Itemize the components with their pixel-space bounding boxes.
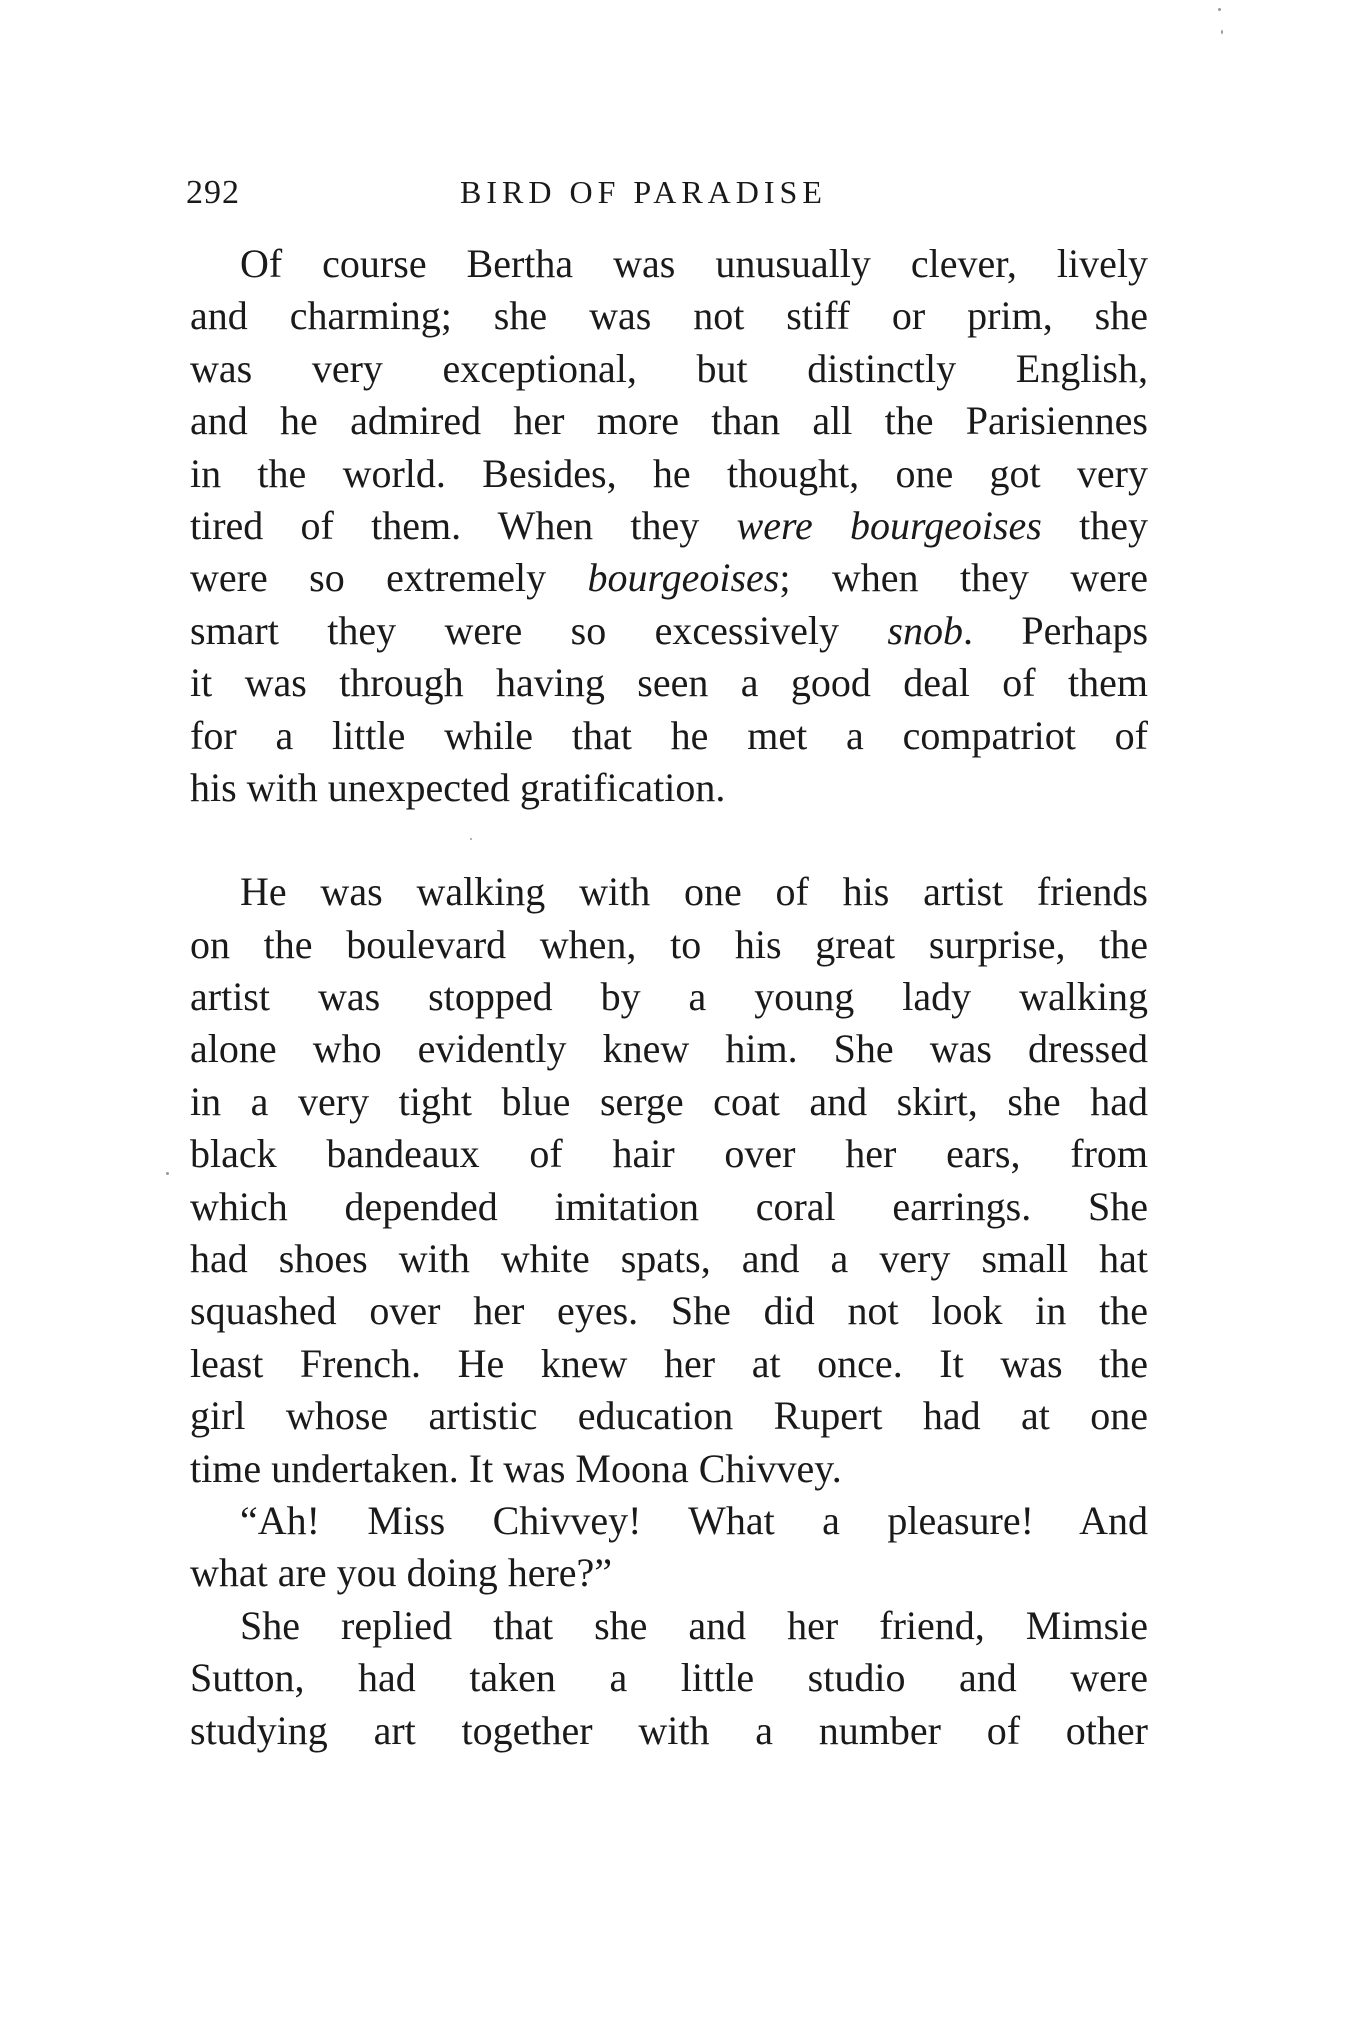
italic-phrase: bourgeoises bbox=[587, 555, 780, 601]
text-segment: smart they were so excessively bbox=[190, 607, 888, 653]
text-line: black bandeaux of hair over her ears, from bbox=[190, 1131, 1148, 1177]
text-line: girl whose artistic education Rupert had at one bbox=[190, 1393, 1148, 1439]
text-segment: were so extremely bbox=[190, 555, 588, 601]
text-segment: tired of them. When they bbox=[190, 502, 737, 548]
paper-speck bbox=[166, 1172, 169, 1175]
text-line: had shoes with white spats, and a very small hat bbox=[190, 1236, 1148, 1282]
text-line: was very exceptional, but distinctly English, bbox=[190, 345, 1148, 391]
paragraph-1 bbox=[190, 238, 1148, 814]
paragraph-4 bbox=[190, 1600, 1148, 1757]
body-text bbox=[190, 238, 1148, 1757]
text-line: time undertaken. It was Moona Chivvey. bbox=[190, 1445, 842, 1491]
paper-speck bbox=[470, 838, 472, 840]
page-number: 292 bbox=[186, 174, 240, 211]
text-line: and he admired her more than all the Parisiennes bbox=[190, 398, 1148, 444]
paper-speck bbox=[1218, 8, 1221, 11]
text-line: for a little while that he met a compatriot of bbox=[190, 712, 1148, 758]
italic-phrase: were bourgeoises bbox=[736, 502, 1042, 548]
text-line: least French. He knew her at once. It was the bbox=[190, 1340, 1148, 1386]
text-line: and charming; she was not stiff or prim, she bbox=[190, 293, 1148, 339]
text-line bbox=[190, 605, 1148, 657]
text-line: in the world. Besides, he thought, one got very bbox=[190, 450, 1148, 496]
text-line: alone who evidently knew him. She was dressed bbox=[190, 1026, 1148, 1072]
text-line: He was walking with one of his artist friends bbox=[240, 869, 1148, 915]
text-line: it was through having seen a good deal of them bbox=[190, 660, 1148, 706]
text-line bbox=[190, 552, 1148, 604]
text-line: his with unexpected gratification. bbox=[190, 764, 726, 810]
text-segment: they bbox=[1041, 502, 1148, 548]
text-line: on the boulevard when, to his great surprise, the bbox=[190, 921, 1148, 967]
text-line: “Ah! Miss Chivvey! What a pleasure! And bbox=[240, 1497, 1148, 1543]
text-line: studying art together with a number of other bbox=[190, 1707, 1148, 1753]
italic-phrase: snob bbox=[887, 607, 963, 653]
text-segment: . Perhaps bbox=[962, 607, 1149, 653]
text-segment: ; when they were bbox=[779, 555, 1148, 601]
paragraph-gap bbox=[190, 814, 1148, 866]
text-line: squashed over her eyes. She did not look in the bbox=[190, 1288, 1148, 1334]
paragraph-2 bbox=[190, 866, 1148, 1495]
text-line: Of course Bertha was unusually clever, lively bbox=[240, 241, 1148, 286]
text-line: which depended imitation coral earrings. She bbox=[190, 1183, 1148, 1229]
text-line: Sutton, had taken a little studio and were bbox=[190, 1655, 1148, 1701]
paragraph-3 bbox=[190, 1495, 1148, 1600]
page-header bbox=[186, 174, 1146, 224]
paper-speck bbox=[1221, 30, 1223, 34]
running-title: BIRD OF PARADISE bbox=[460, 174, 827, 210]
text-line: She replied that she and her friend, Mimsie bbox=[240, 1602, 1148, 1648]
text-line: what are you doing here?” bbox=[190, 1550, 613, 1596]
text-line: artist was stopped by a young lady walking bbox=[190, 974, 1148, 1020]
text-line bbox=[190, 500, 1148, 552]
text-line: in a very tight blue serge coat and skirt, she had bbox=[190, 1078, 1148, 1124]
